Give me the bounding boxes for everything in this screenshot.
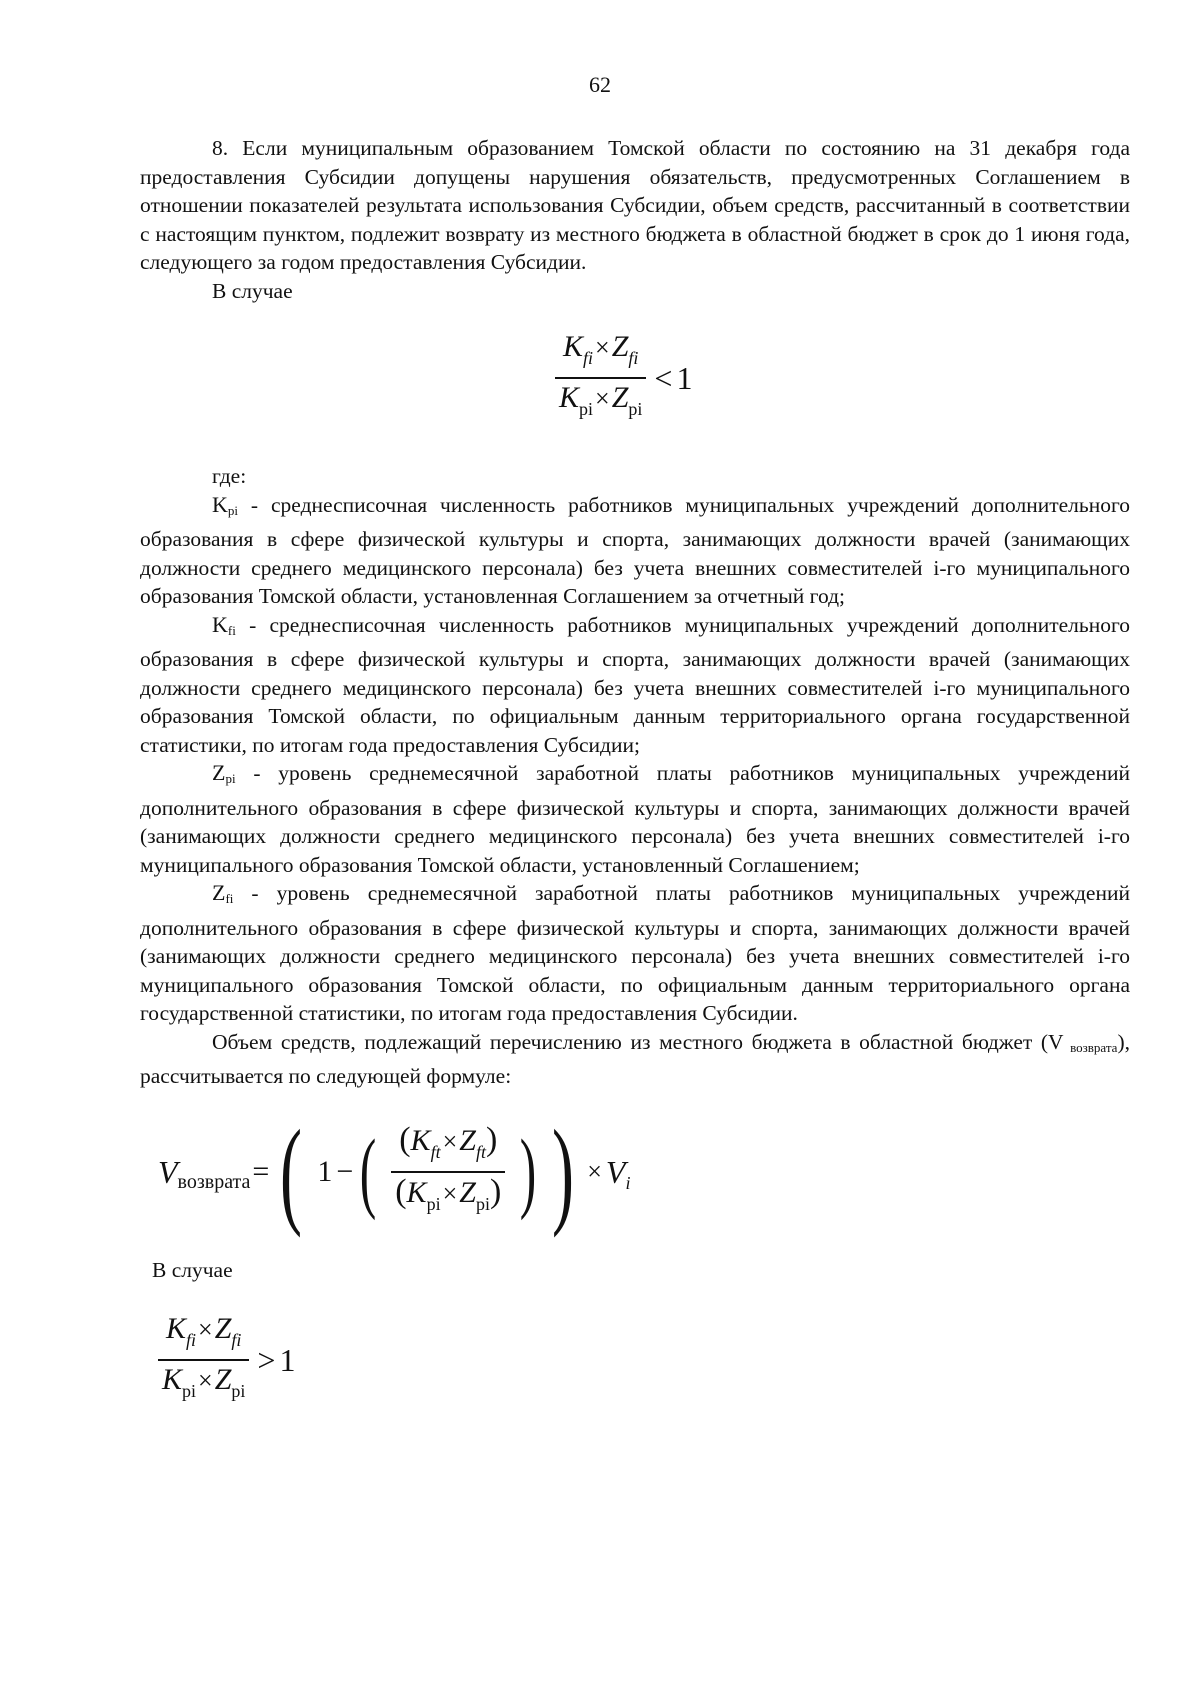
formula-3-denominator [158,1361,249,1410]
subscript: pi [579,399,594,419]
symbol-k: K [162,1363,183,1396]
symbol-z: Z [459,1124,476,1157]
formula-condition-less [555,328,692,428]
open-paren: ( [359,1122,377,1221]
symbol-k: K [563,330,584,363]
paragraph-8: 8. Если муниципальным образованием Томской области по состоянию на 31 декабря года предоставления Субсидии допущены нарушения обязательств, предусмотренных Соглашением в отношении показателей результата использования Субсидии, объем средств, рассчитанный в соответствии с настоящим пунктом, подлежит возврату из местного бюджета в областной бюджет в срок до 1 июня года, следующего за годом предоставления Субсидии. [140,136,1130,274]
formula-2-numerator: $(K_{ft}\times Z_{ft})$ [399,1121,498,1162]
close-paren: ) [552,1105,575,1238]
symbol-k: K [406,1176,427,1209]
subscript: pi [182,1381,197,1401]
subscript: pi [628,399,643,419]
formula-2-fraction [391,1121,505,1223]
symbol-k: K [410,1124,431,1157]
definition-kfi: $K_{fi}$ - среднесписочная численность работников муниципальных учреждений дополнительного образования в сфере физической культуры и спорта, занимающих должности врачей (занимающих должности среднего медицинского персонала) без учета внешних совместителей i-го муниципального образования Томской области, по официальным данным территориального органа государственной статистики, по итогам года предоставления Субсидии; [140,611,1130,757]
formula-3-fraction [158,1310,249,1410]
subscript: i [625,1173,631,1193]
subscript: fi [583,348,594,368]
symbol-k: K [166,1312,187,1345]
definition-kpi: $K_{pi}$ - среднесписочная численность работников муниципальных учреждений дополнительного образования в сфере физической культуры и спорта, занимающих должности врачей (занимающих должности среднего медицинского персонала) без учета внешних совместителей i-го муниципального образования Томской области, установленная Соглашением за отчетный год; [140,491,1130,608]
definition-zpi: $Z_{pi}$ - уровень среднемесячной заработной платы работников муниципальных учреждений дополнительного образования в сфере физической культуры и спорта, занимающих должности врачей (занимающих должности среднего медицинского персонала) без учета внешних совместителей i-го муниципального образования Томской области, установленный Соглашением; [140,760,1130,877]
open-paren: ( [280,1105,303,1238]
formula-condition-greater [158,1310,295,1410]
definitions-block [140,462,1130,1091]
one: 1 [317,1155,333,1188]
symbol-z: Z [214,1312,232,1345]
formula-1-denominator [555,379,646,428]
subscript: ft [475,1142,486,1162]
formula-refund-volume [158,1105,631,1238]
symbol-z: Z [214,1363,232,1396]
times-sign: × [198,1315,213,1344]
symbol-v: V [158,1153,178,1190]
formula-1-numerator [559,328,642,377]
subscript: pi [426,1194,441,1214]
case-label-1: В случае [212,278,293,303]
symbol-z: Z [459,1176,476,1209]
subscript: fi [628,348,639,368]
times-sign: × [442,1127,458,1156]
times-sign: × [595,333,610,362]
rhs-value: 1 [279,1341,296,1378]
formula-2-denominator: $(K_{pi}\times Z_{pi})$ [395,1173,502,1214]
subscript: возврата [177,1171,251,1193]
symbol-v: V [605,1153,626,1190]
times-sign: × [442,1179,458,1208]
greater-than-sign: > [257,1341,276,1378]
paragraph-8-block [140,134,1130,305]
subscript: fi [231,1330,242,1350]
where-label: где: [212,464,247,488]
symbol-z: Z [611,381,629,414]
close-paren: ) [520,1122,537,1221]
times-sign: × [595,384,610,413]
page-number: 62 [589,72,611,97]
times-sign: × [198,1366,213,1395]
case-label-2: В случае [152,1258,233,1282]
definition-zfi: $Z_{fi}$ - уровень среднемесячной заработной платы работников муниципальных учреждений дополнительного образования в сфере физической культуры и спорта, занимающих должности врачей (занимающих должности среднего медицинского персонала) без учета внешних совместителей i-го муниципального образования Томской области, по официальным данным территориального органа государственной статистики, по итогам года предоставления Субсидии. [140,880,1130,1025]
rhs-value: 1 [676,359,693,396]
subscript: ft [430,1142,441,1162]
volume-intro: Объем средств, подлежащий перечислению из местного бюджета в областной бюджет (V $_{возврата}$), рассчитывается по следующей формуле: [140,1029,1130,1088]
less-than-sign: < [654,359,673,396]
case-label-2-block [152,1256,1142,1285]
symbol-z: Z [611,330,629,363]
subscript: pi [231,1381,246,1401]
subscript: pi [475,1194,490,1214]
equals-sign: = [252,1155,270,1188]
formula-1-fraction [555,328,646,428]
minus-sign: − [336,1155,354,1188]
subscript: fi [186,1330,197,1350]
times-sign: × [587,1157,602,1186]
formula-3-numerator [162,1310,245,1359]
symbol-k: K [559,381,580,414]
